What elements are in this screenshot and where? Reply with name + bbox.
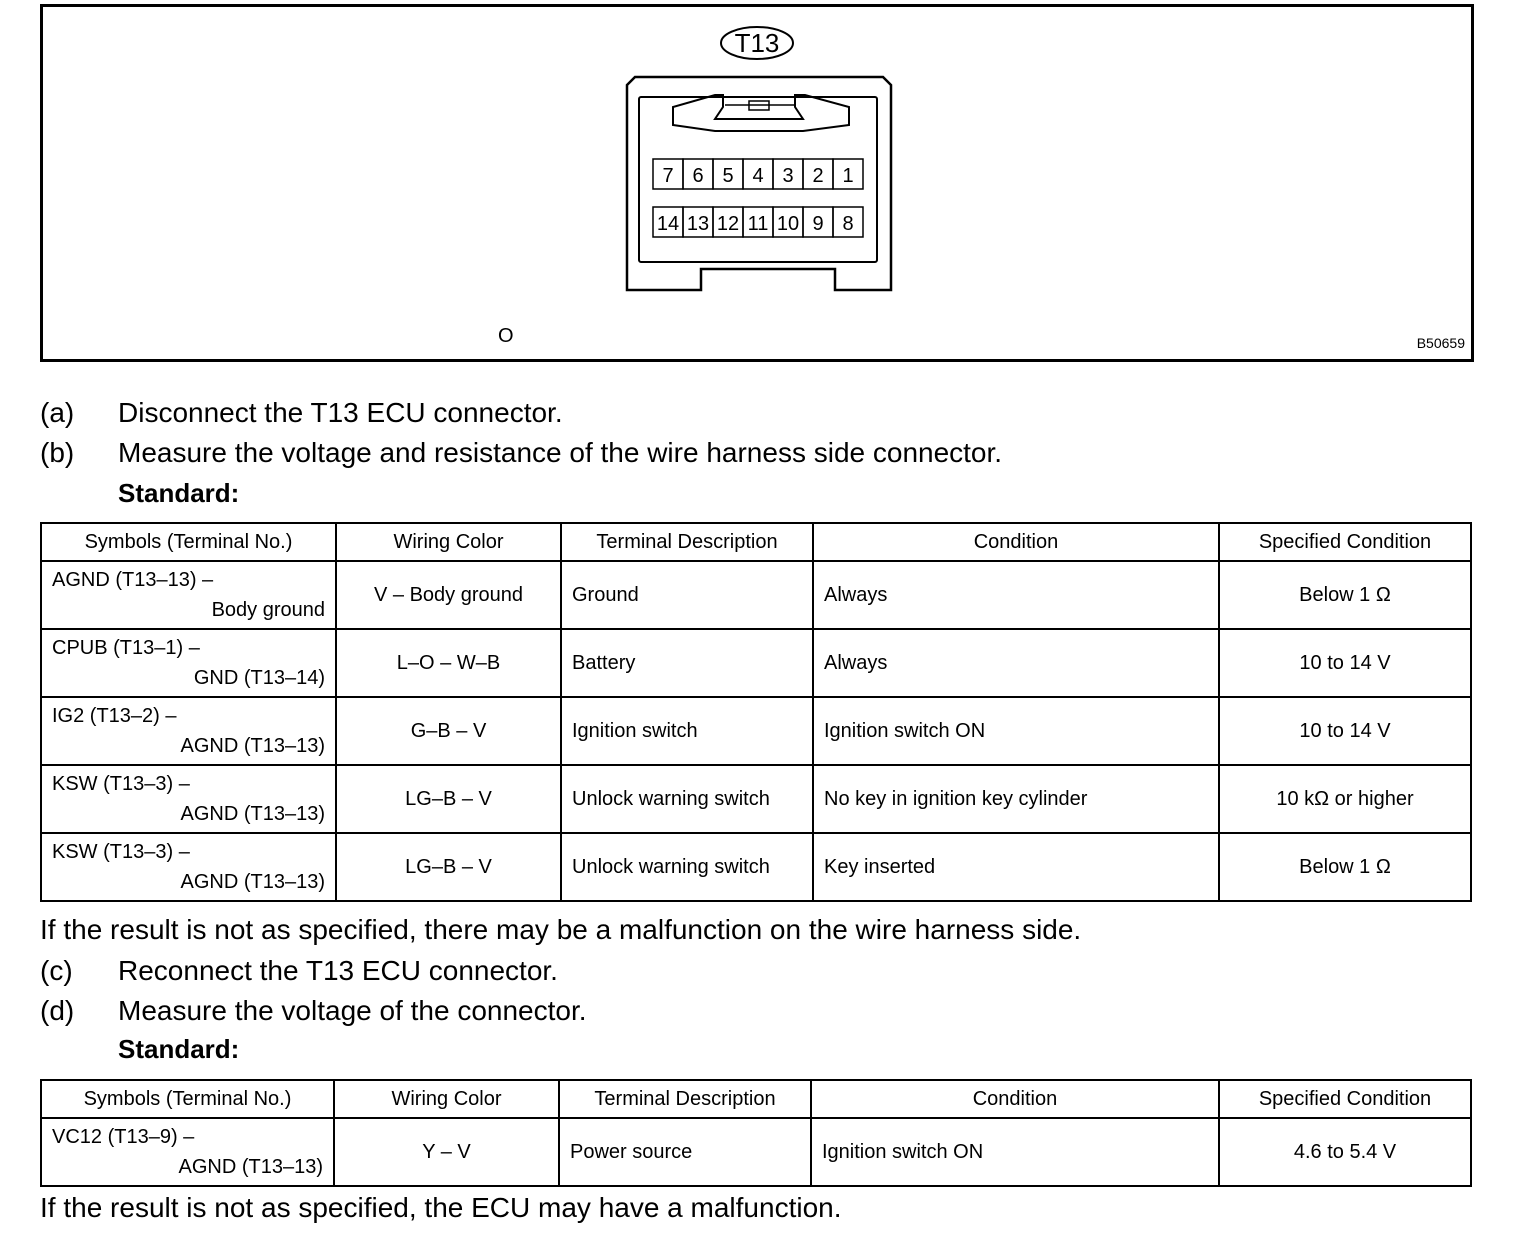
step-c-label: (c): [40, 955, 73, 986]
cell-specified-condition: Below 1 Ω: [1219, 561, 1471, 629]
table-row: [41, 833, 1471, 901]
table-header-row: [41, 523, 1471, 561]
cell-specified-condition: 10 to 14 V: [1219, 629, 1471, 697]
symbol-reference: AGND (T13–13): [178, 1156, 323, 1178]
cell-specified-condition: 10 to 14 V: [1219, 697, 1471, 765]
standard-heading-1: Standard:: [118, 478, 240, 508]
cell-wiring-color: LG–B – V: [336, 833, 561, 901]
cell-wiring-color: Y – V: [334, 1118, 559, 1186]
cell-wiring-color: L–O – W–B: [336, 629, 561, 697]
symbol-reference: AGND (T13–13): [180, 871, 325, 893]
header-symbols: Symbols (Terminal No.): [41, 1080, 334, 1118]
pin-number: 9: [812, 213, 824, 235]
cell-symbols: [41, 561, 336, 629]
pin-number: 2: [812, 165, 824, 187]
cell-symbols: [41, 629, 336, 697]
step-d: [40, 994, 587, 1028]
cell-specified-condition: 10 kΩ or higher: [1219, 765, 1471, 833]
cell-condition: Always: [813, 629, 1219, 697]
symbol-reference: AGND (T13–13): [180, 803, 325, 825]
note-harness: If the result is not as specified, there may be a malfunction on the wire harness side.: [40, 914, 1082, 945]
cell-condition: Ignition switch ON: [813, 697, 1219, 765]
step-b-label: (b): [40, 437, 75, 468]
header-wiring-color: Wiring Color: [334, 1080, 559, 1118]
pin-number: 6: [692, 165, 704, 187]
pin-number: 14: [656, 213, 680, 235]
cell-condition: No key in ignition key cylinder: [813, 765, 1219, 833]
header-condition: Condition: [811, 1080, 1219, 1118]
pin-number: 4: [752, 165, 764, 187]
table-row: [41, 561, 1471, 629]
table-row: [41, 1118, 1471, 1186]
cell-terminal-description: Ignition switch: [561, 697, 813, 765]
note-ecu: If the result is not as specified, the ECU may have a malfunction.: [40, 1192, 842, 1223]
pin-number: 5: [722, 165, 734, 187]
pin-number: 10: [776, 213, 800, 235]
symbol-terminal: CPUB (T13–1) –: [52, 637, 200, 659]
pin-number: 7: [662, 165, 674, 187]
cell-terminal-description: Power source: [559, 1118, 811, 1186]
symbol-terminal: KSW (T13–3) –: [52, 841, 190, 863]
pin-number: 11: [747, 213, 769, 235]
header-specified-condition: Specified Condition: [1219, 523, 1471, 561]
cell-terminal-description: Unlock warning switch: [561, 833, 813, 901]
symbol-terminal: AGND (T13–13) –: [52, 569, 214, 591]
step-a-text: Disconnect the T13 ECU connector.: [118, 397, 563, 428]
cell-wiring-color: G–B – V: [336, 697, 561, 765]
symbol-terminal: KSW (T13–3) –: [52, 773, 190, 795]
header-specified-condition: Specified Condition: [1219, 1080, 1471, 1118]
pin-row-top: [653, 159, 863, 189]
step-b-text: Measure the voltage and resistance of the wire harness side connector.: [118, 437, 1003, 468]
step-d-label: (d): [40, 995, 75, 1026]
connector-figure: [40, 4, 1474, 362]
table-row: [41, 765, 1471, 833]
pin-number: 8: [842, 213, 854, 235]
cell-specified-condition: Below 1 Ω: [1219, 833, 1471, 901]
standard-heading-2: Standard:: [118, 1034, 240, 1064]
figure-mark-o: O: [498, 325, 514, 347]
table-row: [41, 629, 1471, 697]
symbol-reference: Body ground: [211, 599, 325, 621]
spec-table-1: [40, 522, 1472, 902]
spec-table-2: [40, 1079, 1472, 1187]
cell-terminal-description: Ground: [561, 561, 813, 629]
connector-diagram: [43, 7, 1471, 359]
header-terminal-description: Terminal Description: [559, 1080, 811, 1118]
cell-specified-condition: 4.6 to 5.4 V: [1219, 1118, 1471, 1186]
symbol-reference: GND (T13–14): [193, 667, 325, 689]
symbol-terminal: IG2 (T13–2) –: [52, 705, 177, 727]
step-c-text: Reconnect the T13 ECU connector.: [118, 955, 558, 986]
symbol-terminal: VC12 (T13–9) –: [52, 1126, 195, 1148]
cell-terminal-description: Unlock warning switch: [561, 765, 813, 833]
cell-symbols: [41, 1118, 334, 1186]
cell-symbols: [41, 697, 336, 765]
pin-number: 3: [782, 165, 794, 187]
header-condition: Condition: [813, 523, 1219, 561]
pin-number: 1: [842, 165, 854, 187]
cell-condition: Key inserted: [813, 833, 1219, 901]
step-a-label: (a): [40, 397, 75, 428]
step-c: [40, 954, 558, 988]
header-terminal-description: Terminal Description: [561, 523, 813, 561]
header-wiring-color: Wiring Color: [336, 523, 561, 561]
pin-row-bottom: [653, 207, 863, 237]
table-header-row: [41, 1080, 1471, 1118]
table-row: [41, 697, 1471, 765]
connector-label: T13: [734, 28, 780, 58]
symbol-reference: AGND (T13–13): [180, 735, 325, 757]
pin-number: 13: [686, 213, 710, 235]
pin-number: 12: [716, 213, 740, 235]
step-a: [40, 396, 563, 430]
cell-wiring-color: V – Body ground: [336, 561, 561, 629]
cell-symbols: [41, 833, 336, 901]
step-b: [40, 436, 1002, 470]
cell-condition: Always: [813, 561, 1219, 629]
cell-symbols: [41, 765, 336, 833]
cell-terminal-description: Battery: [561, 629, 813, 697]
step-d-text: Measure the voltage of the connector.: [118, 995, 587, 1026]
figure-code: B50659: [1416, 335, 1465, 351]
cell-wiring-color: LG–B – V: [336, 765, 561, 833]
cell-condition: Ignition switch ON: [811, 1118, 1219, 1186]
header-symbols: Symbols (Terminal No.): [41, 523, 336, 561]
